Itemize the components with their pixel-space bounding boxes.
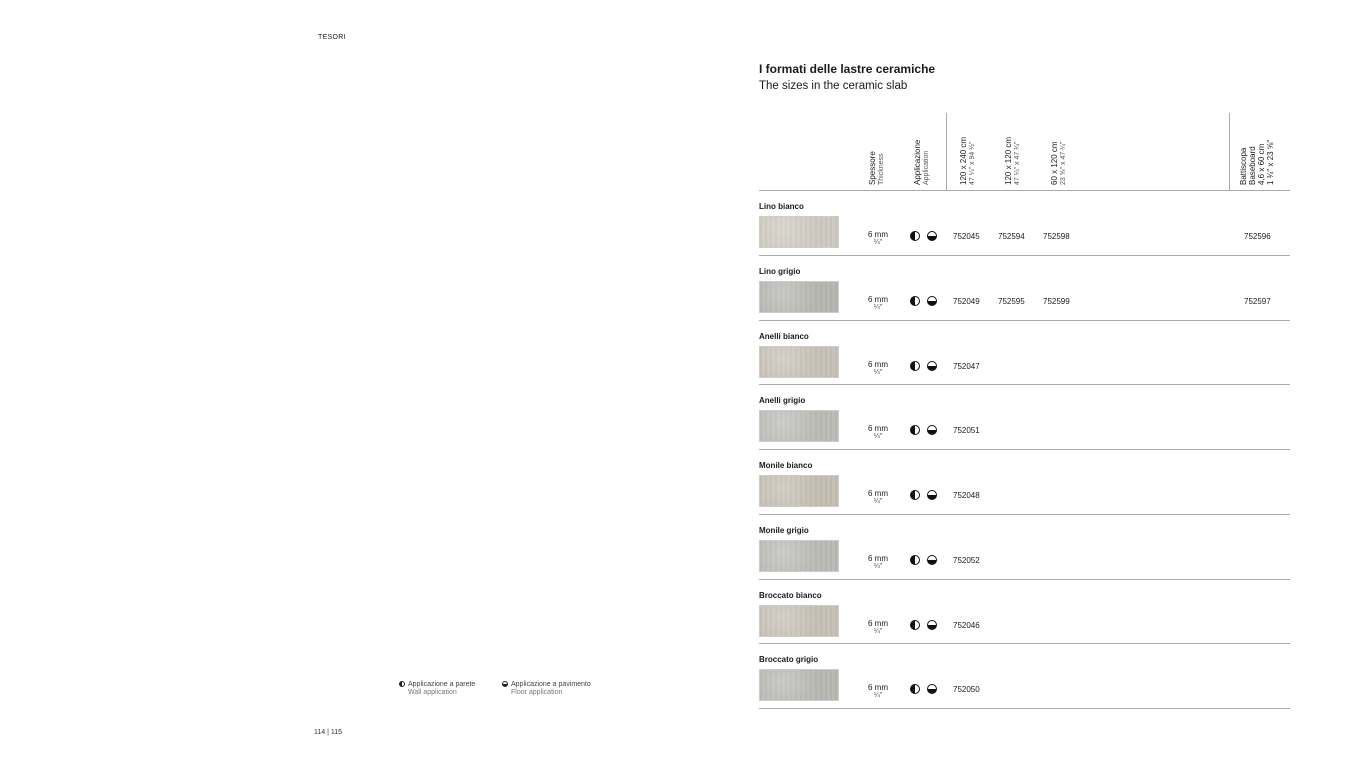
wall-application-icon <box>910 231 920 241</box>
code-120x240: 752045 <box>953 232 980 241</box>
thickness-in: ¼" <box>873 239 883 246</box>
floor-application-icon <box>927 555 937 565</box>
page-subtitle: The sizes in the ceramic slab <box>759 80 908 92</box>
floor-application-icon <box>927 620 937 630</box>
wall-application-icon <box>910 425 920 435</box>
code-60x120: 752599 <box>1043 296 1070 306</box>
wall-application-icon <box>910 361 920 371</box>
row-thickness <box>860 361 896 377</box>
tile-swatch <box>759 281 839 313</box>
code-120x240: 752047 <box>953 361 980 371</box>
thickness-mm: 6 mm <box>868 230 888 239</box>
row-divider <box>759 579 1290 580</box>
header-size-120x240-in: 47 ¼" x 94 ½" <box>969 141 976 185</box>
floor-application-icon <box>927 425 937 435</box>
legend-floor-sub: Floor application <box>511 689 563 696</box>
thickness-mm: 6 mm <box>868 683 888 693</box>
tile-swatch <box>759 216 839 248</box>
legend-floor <box>502 681 591 697</box>
row-product-name: Anelli bianco <box>759 331 809 341</box>
tile-swatch <box>759 540 839 572</box>
thickness-mm: 6 mm <box>868 294 888 304</box>
thickness-in: ¼" <box>873 627 883 635</box>
thickness-in: ¼" <box>873 368 883 376</box>
legend-wall-label: Applicazione a parete <box>408 681 476 688</box>
row-product-name: Lino bianco <box>759 202 804 211</box>
tile-swatch <box>759 669 839 701</box>
row-thickness <box>860 620 896 636</box>
row-thickness <box>860 231 896 247</box>
tile-swatch <box>759 475 839 507</box>
code-120x240: 752052 <box>953 555 980 565</box>
code-120x120: 752595 <box>998 296 1025 306</box>
thickness-mm: 6 mm <box>868 489 888 498</box>
row-product-name: Anelli grigio <box>759 396 806 406</box>
row-divider <box>759 255 1290 256</box>
legend-wall <box>399 681 475 697</box>
code-120x240: 752051 <box>953 426 980 436</box>
thickness-mm: 6 mm <box>868 424 888 434</box>
header-divider-right <box>1229 113 1230 190</box>
wall-application-icon <box>910 296 920 306</box>
header-thickness-en: Thickness <box>878 153 885 185</box>
row-thickness <box>860 684 896 700</box>
code-120x240: 752048 <box>953 491 980 500</box>
header-application-it: Applicazione <box>913 139 922 185</box>
thickness-mm: 6 mm <box>868 553 888 563</box>
code-120x240: 752050 <box>953 685 980 695</box>
thickness-mm: 6 mm <box>868 359 888 369</box>
row-thickness <box>860 555 896 571</box>
header-baseboard <box>1239 140 1275 185</box>
header-baseboard-en: Baseboard <box>1248 146 1257 185</box>
code-baseboard: 752597 <box>1244 296 1271 306</box>
header-divider-left <box>946 113 947 190</box>
thickness-mm: 6 mm <box>868 618 888 628</box>
thickness-in: ¼" <box>873 498 883 505</box>
wall-application-icon <box>399 681 405 687</box>
floor-application-icon <box>502 681 508 687</box>
header-size-120x120-in: 47 ¼" x 47 ¼" <box>1014 141 1021 185</box>
row-divider <box>759 643 1290 644</box>
brand-name: TESORI <box>318 34 346 41</box>
code-120x240: 752049 <box>953 296 980 306</box>
header-application-en: Application <box>923 150 930 185</box>
header-bottom-line <box>759 190 1290 191</box>
floor-application-icon <box>927 684 937 694</box>
row-thickness <box>860 425 896 441</box>
header-baseboard-cm: 4,6 x 60 cm <box>1257 143 1266 185</box>
wall-application-icon <box>910 620 920 630</box>
code-baseboard: 752596 <box>1244 232 1271 241</box>
thickness-in: ¼" <box>873 692 883 700</box>
page-title: I formati delle lastre ceramiche <box>759 62 936 76</box>
floor-application-icon <box>927 490 937 500</box>
header-size-120x240 <box>959 137 977 185</box>
header-size-60x120-cm: 60 x 120 cm <box>1050 141 1059 185</box>
wall-application-icon <box>910 684 920 694</box>
row-divider <box>759 514 1290 515</box>
row-product-name: Broccato grigio <box>759 655 819 665</box>
tile-swatch <box>759 346 839 378</box>
header-size-60x120-in: 23 ⅝" x 47 ¼" <box>1060 141 1067 185</box>
row-divider <box>759 449 1290 450</box>
header-thickness <box>868 151 886 185</box>
wall-application-icon <box>910 490 920 500</box>
thickness-in: ¼" <box>873 303 883 311</box>
row-divider <box>759 708 1290 709</box>
page-numbers: 114 | 115 <box>314 729 343 736</box>
row-product-name: Broccato bianco <box>759 590 822 600</box>
tile-swatch <box>759 605 839 637</box>
code-120x120: 752594 <box>998 232 1025 241</box>
floor-application-icon <box>927 231 937 241</box>
floor-application-icon <box>927 296 937 306</box>
header-baseboard-in: 1 ¾" x 23 ⅝" <box>1266 139 1275 185</box>
row-product-name: Monile bianco <box>759 461 813 470</box>
row-thickness <box>860 296 896 312</box>
row-product-name: Lino grigio <box>759 266 801 276</box>
legend-wall-sub: Wall application <box>408 689 457 696</box>
header-application <box>913 140 931 185</box>
header-size-120x120 <box>1004 137 1022 185</box>
code-60x120: 752598 <box>1043 232 1070 241</box>
header-size-120x240-cm: 120 x 240 cm <box>959 136 968 185</box>
thickness-in: ¼" <box>873 433 883 441</box>
code-120x240: 752046 <box>953 620 980 630</box>
header-thickness-it: Spessore <box>868 151 877 185</box>
floor-application-icon <box>927 361 937 371</box>
tile-swatch <box>759 410 839 442</box>
header-size-120x120-cm: 120 x 120 cm <box>1004 136 1013 185</box>
header-baseboard-it: Battiscopa <box>1239 147 1248 185</box>
header-size-60x120 <box>1050 141 1068 185</box>
thickness-in: ¼" <box>873 562 883 570</box>
row-divider <box>759 320 1290 321</box>
row-thickness <box>860 490 896 506</box>
row-product-name: Monile grigio <box>759 525 809 535</box>
wall-application-icon <box>910 555 920 565</box>
legend-floor-label: Applicazione a pavimento <box>511 681 591 688</box>
row-divider <box>759 384 1290 385</box>
